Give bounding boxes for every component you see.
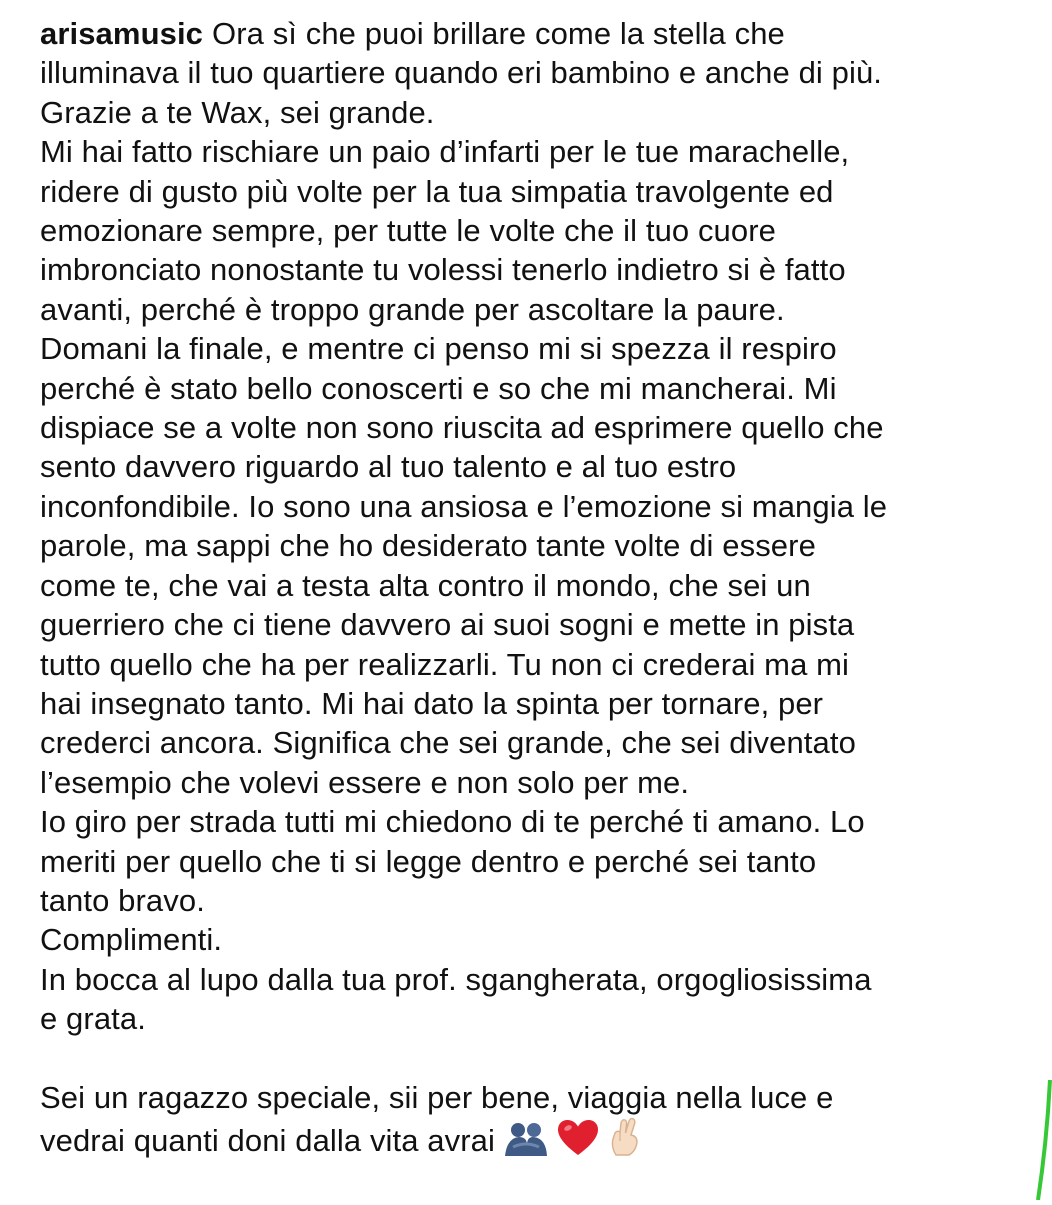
caption-text-7: Sei un ragazzo speciale, sii per bene, viaggia nella luce e vedrai quanti doni dalla vita avrai xyxy=(40,1079,834,1159)
crossed-fingers-emoji xyxy=(607,1117,643,1166)
red-heart-emoji xyxy=(557,1119,599,1166)
caption-paragraph-2: Grazie a te Wax, sei grande. xyxy=(40,94,435,130)
caption-text-1: Ora sì che puoi brillare come la stella che illuminava il tuo quartiere quando eri bambino e anche di più. xyxy=(40,16,883,91)
post-caption xyxy=(40,14,1030,1167)
username[interactable]: arisamusic xyxy=(40,16,203,51)
hugging-people-emoji xyxy=(503,1121,549,1166)
paragraph-spacer xyxy=(40,1039,1030,1078)
caption-paragraph-5: Complimenti. xyxy=(40,922,223,958)
scroll-indicator-graphic xyxy=(1034,1080,1052,1200)
caption-paragraph-3: Mi hai fatto rischiare un paio d’infarti per le tue marachelle, ridere di gusto più volte per la tua simpatia travolgente ed emozionare sempre, per tutte le volte che il tuo cuore imbronciato nonostante tu volessi tenerlo indietro si è fatto avanti, perché è troppo grande per ascoltare la paure. Domani la finale, e mentre ci penso mi si spezza il respiro perché è stato bello conoscerti e so che mi mancherai. Mi dispiace se a volte non sono riuscita ad esprimere quello che sento davvero riguardo al tuo talento e al tuo estro inconfondibile. Io sono una ansiosa e l’emozione si mangia le parole, ma sappi che ho desiderato tante volte di essere come te, che vai a testa alta contro il mondo, che sei un guerriero che ci tiene davvero ai suoi sogni e mette in pista tutto quello che ha per realizzarli. Tu non ci crederai ma mi hai insegnato tanto. Mi hai dato la spinta per tornare, per crederci ancora. Significa che sei grande, che sei diventato l’esempio che volevi essere e non solo per me. xyxy=(40,134,888,800)
caption-paragraph-6: In bocca al lupo dalla tua prof. sgangherata, orgogliosissima e grata. xyxy=(40,961,872,1037)
scroll-indicator[interactable] xyxy=(1034,1080,1052,1200)
caption-paragraph-4: Io giro per strada tutti mi chiedono di te perché ti amano. Lo meriti per quello che ti si legge dentro e perché sei tanto tanto bravo. xyxy=(40,804,865,918)
caption-paragraph-7 xyxy=(40,1078,1030,1167)
caption-paragraph-1 xyxy=(40,14,1030,93)
